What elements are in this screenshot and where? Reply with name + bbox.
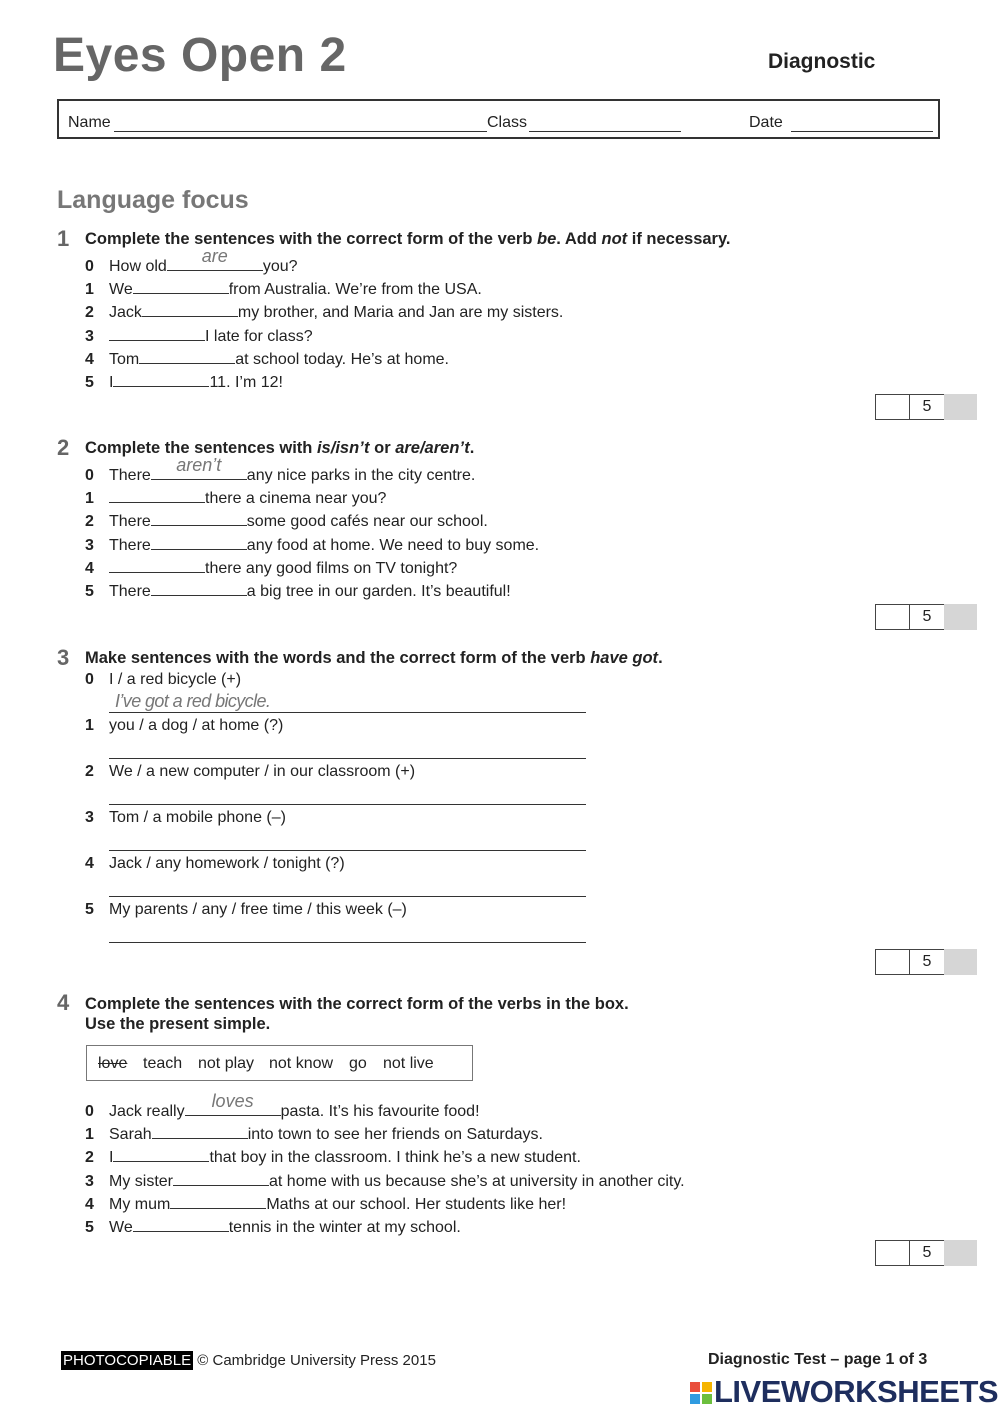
score-input[interactable]: [875, 394, 910, 420]
copyright-text: © Cambridge University Press 2015: [197, 1352, 436, 1369]
item-number: 2: [85, 763, 94, 780]
question-instruction: Complete the sentences with the correct form of the verbs in the box.: [85, 995, 629, 1013]
answer-blank[interactable]: [109, 556, 205, 573]
exercise-item: [85, 763, 415, 785]
item-number: 4: [85, 559, 94, 577]
exercise-item: [85, 486, 386, 508]
item-text-before: Jack: [109, 304, 142, 322]
question-number: 2: [57, 435, 70, 460]
item-text-after: pasta. It’s his favourite food!: [280, 1103, 480, 1120]
name-label: Name: [68, 114, 111, 131]
item-text-after: I late for class?: [205, 327, 313, 345]
date-label: Date: [749, 114, 783, 131]
item-text-before: My sister: [109, 1172, 173, 1190]
item-prompt: My parents / any / free time / this week (–): [109, 901, 407, 918]
answer-blank[interactable]: [170, 1192, 266, 1209]
exercise-item: [85, 1145, 581, 1167]
answer-line[interactable]: [109, 758, 586, 759]
item-number: 0: [85, 671, 94, 688]
item-prompt: Jack / any homework / tonight (?): [109, 855, 345, 872]
word-box-item: not know: [269, 1055, 334, 1072]
exercise-item: [85, 556, 457, 578]
item-text-before: Sarah: [109, 1126, 152, 1144]
answer-blank[interactable]: [109, 486, 205, 503]
question-number: 3: [57, 645, 70, 670]
score-total: 5: [909, 604, 945, 630]
item-number: 4: [85, 1195, 94, 1213]
item-text-before: My mum: [109, 1195, 171, 1213]
question-instruction: Complete the sentences with is/isn’t or are/aren’t.: [85, 439, 475, 457]
question-number: 4: [57, 990, 70, 1015]
item-text-after: from Australia. We’re from the USA.: [228, 281, 482, 299]
item-number: 0: [85, 467, 94, 484]
item-text-before: How old: [109, 258, 167, 275]
item-text-before: There: [109, 467, 151, 484]
answer-blank[interactable]: [173, 1169, 269, 1186]
score-input[interactable]: [875, 604, 910, 630]
exercise-item: [85, 671, 241, 693]
answer-text: I’ve got a red bicycle.: [115, 691, 271, 711]
exercise-item: [85, 300, 563, 322]
exercise-item: [85, 509, 488, 531]
score-box: [875, 394, 977, 420]
item-prompt: you / a dog / at home (?): [109, 717, 284, 734]
item-text-after: 11. I’m 12!: [209, 374, 283, 391]
answer-blank[interactable]: [185, 1091, 281, 1116]
question-instruction: Complete the sentences with the correct form of the verb be. Add not if necessary.: [85, 230, 731, 248]
score-box: [875, 604, 977, 630]
question-instruction-line2: Use the present simple.: [85, 1015, 271, 1033]
item-number: 5: [85, 583, 94, 600]
item-prompt: Tom / a mobile phone (–): [109, 809, 286, 826]
exercise-item: [85, 347, 449, 369]
item-number: 5: [85, 1219, 94, 1236]
item-number: 2: [85, 304, 94, 322]
item-number: 4: [85, 855, 94, 872]
item-number: 3: [85, 536, 94, 554]
answer-blank[interactable]: [109, 324, 205, 341]
question-number: 1: [57, 226, 70, 251]
item-text-after: there a cinema near you?: [205, 490, 387, 508]
exercise-item: [85, 717, 283, 739]
name-field[interactable]: [114, 131, 487, 132]
answer-blank[interactable]: [151, 455, 247, 480]
word-box-item: go: [349, 1055, 367, 1072]
exercise-item: [85, 901, 407, 923]
exercise-item: [85, 370, 283, 392]
score-box: [875, 1240, 977, 1266]
item-number: 3: [85, 1172, 94, 1190]
item-number: 1: [85, 490, 94, 508]
answer-blank[interactable]: [113, 1145, 209, 1162]
item-number: 1: [85, 281, 94, 299]
class-label: Class: [487, 114, 528, 131]
item-text-after: a big tree in our garden. It’s beautiful!: [246, 583, 511, 600]
item-text-after: Maths at our school. Her students like her!: [266, 1195, 567, 1213]
item-text-before: We: [109, 281, 133, 299]
liveworksheets-logo: LIVEWORKSHEETS: [690, 1374, 998, 1410]
item-text-before: Tom: [109, 350, 140, 368]
item-prompt: We / a new computer / in our classroom (+): [109, 763, 416, 780]
answer-line[interactable]: [109, 804, 586, 805]
item-number: 2: [85, 513, 94, 531]
item-text-before: There: [109, 583, 151, 600]
item-text-before: I: [109, 1149, 114, 1167]
section-title: Language focus: [57, 186, 249, 214]
exercise-item: [85, 533, 539, 555]
exercise-item: [85, 455, 476, 485]
answer-text: aren’t: [176, 455, 222, 475]
item-text-after: into town to see her friends on Saturdays.: [247, 1126, 543, 1144]
answer-blank[interactable]: [133, 1215, 229, 1232]
answer-blank[interactable]: [133, 277, 229, 294]
item-number: 2: [85, 1149, 94, 1167]
photocopiable-badge: PHOTOCOPIABLE: [63, 1352, 192, 1369]
word-box: [86, 1045, 473, 1081]
exercise-item: [85, 1169, 685, 1191]
page-indicator: Diagnostic Test – page 1 of 3: [708, 1351, 928, 1368]
item-text-before: There: [109, 536, 151, 554]
score-input[interactable]: [875, 949, 910, 975]
page-title: Eyes Open 2: [53, 29, 347, 82]
item-number: 1: [85, 717, 94, 734]
copyright-notice: [61, 1352, 436, 1369]
item-number: 0: [85, 258, 94, 275]
item-text-after: tennis in the winter at my school.: [228, 1219, 461, 1236]
item-number: 5: [85, 374, 94, 391]
answer-text: loves: [211, 1091, 254, 1111]
word-box-item: not live: [383, 1055, 434, 1072]
answer-blank[interactable]: [113, 370, 209, 387]
answer-blank[interactable]: [151, 533, 247, 550]
answer-blank[interactable]: [167, 246, 263, 271]
item-text-after: any food at home. We need to buy some.: [246, 536, 540, 554]
exercise-item: [85, 1215, 461, 1237]
answer-blank[interactable]: [152, 1122, 248, 1139]
item-text-after: my brother, and Maria and Jan are my sisters.: [237, 304, 564, 322]
exercise-item: [85, 579, 511, 601]
score-total: 5: [909, 949, 945, 975]
answer-blank[interactable]: [151, 579, 247, 596]
word-box-item: teach: [143, 1055, 183, 1072]
liveworksheets-icon: [690, 1382, 712, 1404]
answer-text: are: [201, 246, 228, 266]
answer-line[interactable]: [109, 942, 586, 943]
exercise-item: [85, 277, 482, 299]
item-number: 1: [85, 1126, 94, 1144]
item-text-after: any nice parks in the city centre.: [246, 467, 476, 484]
score-box: [875, 949, 977, 975]
exercise-item: [85, 855, 345, 877]
item-prompt: I / a red bicycle (+): [109, 671, 242, 688]
answer-blank[interactable]: [142, 300, 238, 317]
item-text-after: at school today. He’s at home.: [235, 350, 449, 368]
word-box-item: love: [98, 1055, 128, 1072]
answer-line[interactable]: [109, 691, 586, 713]
answer-line[interactable]: [109, 896, 586, 897]
exercise-item: [85, 1122, 543, 1144]
exercise-item: [85, 1091, 480, 1121]
score-input[interactable]: [875, 1240, 910, 1266]
item-text-before: Jack really: [109, 1103, 185, 1120]
answer-line[interactable]: [109, 850, 586, 851]
word-box-item: not play: [198, 1055, 255, 1072]
item-text-before: We: [109, 1219, 133, 1236]
exercise-item: [85, 809, 286, 831]
student-info-box: [57, 99, 940, 139]
exercise-item: [85, 1192, 566, 1214]
item-number: 4: [85, 350, 94, 368]
item-number: 5: [85, 901, 94, 918]
item-number: 0: [85, 1103, 94, 1120]
item-number: 3: [85, 809, 94, 826]
page-subtitle: Diagnostic: [768, 50, 876, 73]
date-field[interactable]: [791, 131, 933, 132]
answer-blank[interactable]: [151, 509, 247, 526]
item-text-after: you?: [262, 258, 298, 275]
item-text-before: I: [109, 374, 114, 391]
item-text-after: at home with us because she’s at university in another city.: [269, 1172, 685, 1190]
exercise-item: [85, 246, 298, 276]
score-total: 5: [909, 1240, 945, 1266]
exercise-item: [85, 324, 313, 346]
item-text-after: some good cafés near our school.: [246, 513, 488, 531]
answer-blank[interactable]: [139, 347, 235, 364]
question-instruction: Make sentences with the words and the correct form of the verb have got.: [85, 649, 663, 667]
item-number: 3: [85, 327, 94, 345]
item-text-before: There: [109, 513, 151, 531]
item-text-after: that boy in the classroom. I think he’s a new student.: [209, 1149, 581, 1167]
item-text-after: there any good films on TV tonight?: [205, 559, 458, 577]
score-total: 5: [909, 394, 945, 420]
class-field[interactable]: [529, 131, 681, 132]
